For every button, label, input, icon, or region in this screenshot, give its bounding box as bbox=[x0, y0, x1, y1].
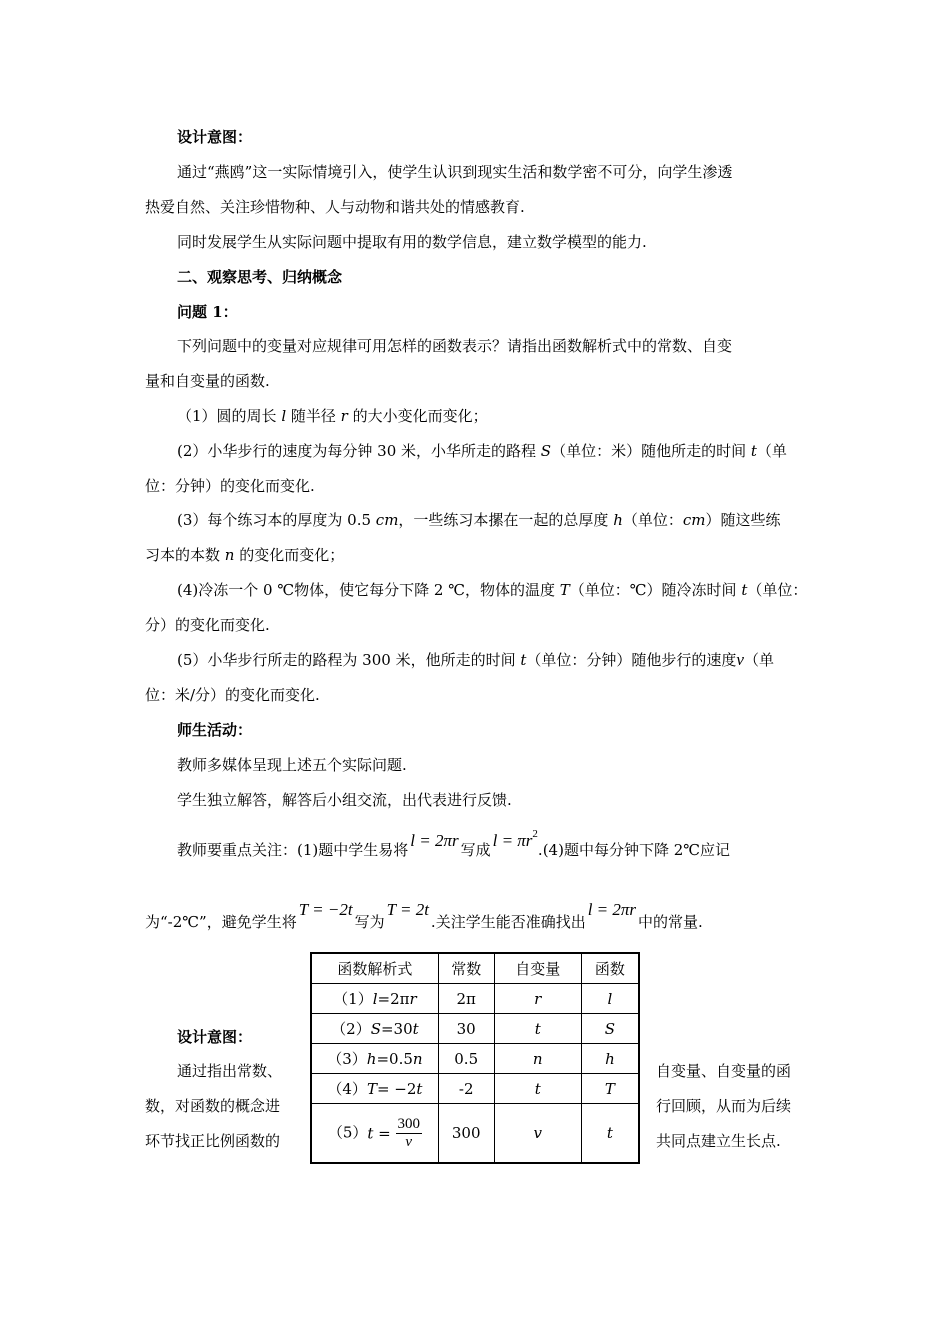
table-row bbox=[311, 1104, 639, 1164]
table-header: 函数 bbox=[581, 953, 639, 984]
constant-cell: 300 bbox=[438, 1104, 494, 1164]
paragraph: 热爱自然、关注珍惜物种、人与动物和谐共处的情感教育. bbox=[145, 198, 525, 216]
problem-item-4: (4)冷冻一个 0 ℃物体，使它每分下降 2 ℃，物体的温度 T（单位：℃）随冷冻时间 t（单位： bbox=[177, 581, 808, 599]
paragraph: 分）的变化而变化. bbox=[145, 616, 270, 634]
paragraph: 学生独立解答，解答后小组交流，出代表进行反馈. bbox=[177, 791, 512, 809]
expression-cell: （5）t = $\frac{300}{v}$ bbox=[311, 1104, 438, 1164]
paragraph: 位：分钟）的变化而变化. bbox=[145, 477, 315, 495]
function-cell: t bbox=[581, 1104, 639, 1164]
paragraph-left: 环节找正比例函数的 bbox=[145, 1132, 281, 1150]
problem-item-2: (2）小华步行的速度为每分钟 30 米，小华所走的路程 S（单位：米）随他所走的时间 t（单 bbox=[177, 442, 787, 460]
paragraph-left: 通过指出常数、 bbox=[177, 1062, 283, 1080]
expression-cell: （3）h=0.5n bbox=[311, 1044, 438, 1074]
table-row bbox=[311, 1014, 639, 1044]
design-intent-heading-1: 设计意图： bbox=[177, 128, 253, 146]
paragraph: 位：米/分）的变化而变化. bbox=[145, 686, 320, 704]
problem-item-3: (3）每个练习本的厚度为 0.5 cm，一些练习本摞在一起的总厚度 h（单位：cm）随这些练 bbox=[177, 511, 781, 529]
independent-variable-cell: n bbox=[494, 1044, 581, 1074]
table-header-row bbox=[311, 953, 639, 984]
paragraph: 同时发展学生从实际问题中提取有用的数学信息，建立数学模型的能力. bbox=[177, 233, 647, 251]
problem-item-1: （1）圆的周长 l 随半径 r 的大小变化而变化； bbox=[177, 407, 488, 425]
paragraph-right: 行回顾，从而为后续 bbox=[656, 1097, 792, 1115]
table-header: 自变量 bbox=[494, 953, 581, 984]
formula: T = 2t bbox=[386, 900, 429, 919]
function-cell: h bbox=[581, 1044, 639, 1074]
independent-variable-cell: t bbox=[494, 1074, 581, 1104]
constant-cell: -2 bbox=[438, 1074, 494, 1104]
formula: T = −2t bbox=[298, 900, 353, 919]
paragraph: 量和自变量的函数. bbox=[145, 372, 270, 390]
paragraph-with-formula: 为“-2℃”，避免学生将T = −2t写为T = 2t.关注学生能否准确找出l = 2πr中的常量. bbox=[145, 900, 703, 931]
function-table bbox=[310, 952, 640, 1164]
paragraph-right: 共同点建立生长点. bbox=[656, 1132, 781, 1150]
independent-variable-cell: r bbox=[494, 984, 581, 1014]
constant-cell: 0.5 bbox=[438, 1044, 494, 1074]
activity-heading: 师生活动： bbox=[177, 721, 253, 739]
table-row bbox=[311, 1074, 639, 1104]
question-label: 问题 1： bbox=[177, 303, 238, 321]
function-cell: l bbox=[581, 984, 639, 1014]
table-row bbox=[311, 1044, 639, 1074]
design-intent-heading-2: 设计意图： bbox=[177, 1028, 253, 1046]
paragraph: 通过“燕鸥”这一实际情境引入，使学生认识到现实生活和数学密不可分，向学生渗透 bbox=[177, 163, 733, 181]
formula: l = 2πr bbox=[410, 831, 459, 850]
expression-cell: （1）l=2πr bbox=[311, 984, 438, 1014]
constant-cell: 2π bbox=[438, 984, 494, 1014]
constant-cell: 30 bbox=[438, 1014, 494, 1044]
table-row bbox=[311, 984, 639, 1014]
paragraph-with-formula: 教师要重点关注：(1)题中学生易将 l = 2πr 写成 $l = \pi r^2.(4)$题中每分钟下降 2℃应记 bbox=[177, 828, 731, 859]
formula: l = πr bbox=[492, 831, 533, 850]
section-heading: 二、观察思考、归纳概念 bbox=[177, 268, 343, 286]
paragraph-left: 数，对函数的概念进 bbox=[145, 1097, 281, 1115]
independent-variable-cell: t bbox=[494, 1014, 581, 1044]
table-header: 函数解析式 bbox=[311, 953, 438, 984]
problem-item-5: (5）小华步行所走的路程为 300 米，他所走的时间 t（单位：分钟）随他步行的速度v（单 bbox=[177, 650, 774, 669]
paragraph: 下列问题中的变量对应规律可用怎样的函数表示？请指出函数解析式中的常数、自变 bbox=[177, 337, 733, 355]
formula: l = 2πr bbox=[587, 900, 637, 919]
function-cell: T bbox=[581, 1074, 639, 1104]
table-header: 常数 bbox=[438, 953, 494, 984]
expression-cell: （2）S=30t bbox=[311, 1014, 438, 1044]
paragraph: 习本的本数 n 的变化而变化； bbox=[145, 546, 345, 564]
independent-variable-cell: v bbox=[494, 1104, 581, 1164]
fraction: $\frac{300}{v}$ bbox=[397, 1115, 421, 1150]
paragraph: 教师多媒体呈现上述五个实际问题. bbox=[177, 756, 407, 774]
paragraph-right: 自变量、自变量的函 bbox=[656, 1062, 792, 1080]
function-cell: S bbox=[581, 1014, 639, 1044]
expression-cell: （4）T= −2t bbox=[311, 1074, 438, 1104]
